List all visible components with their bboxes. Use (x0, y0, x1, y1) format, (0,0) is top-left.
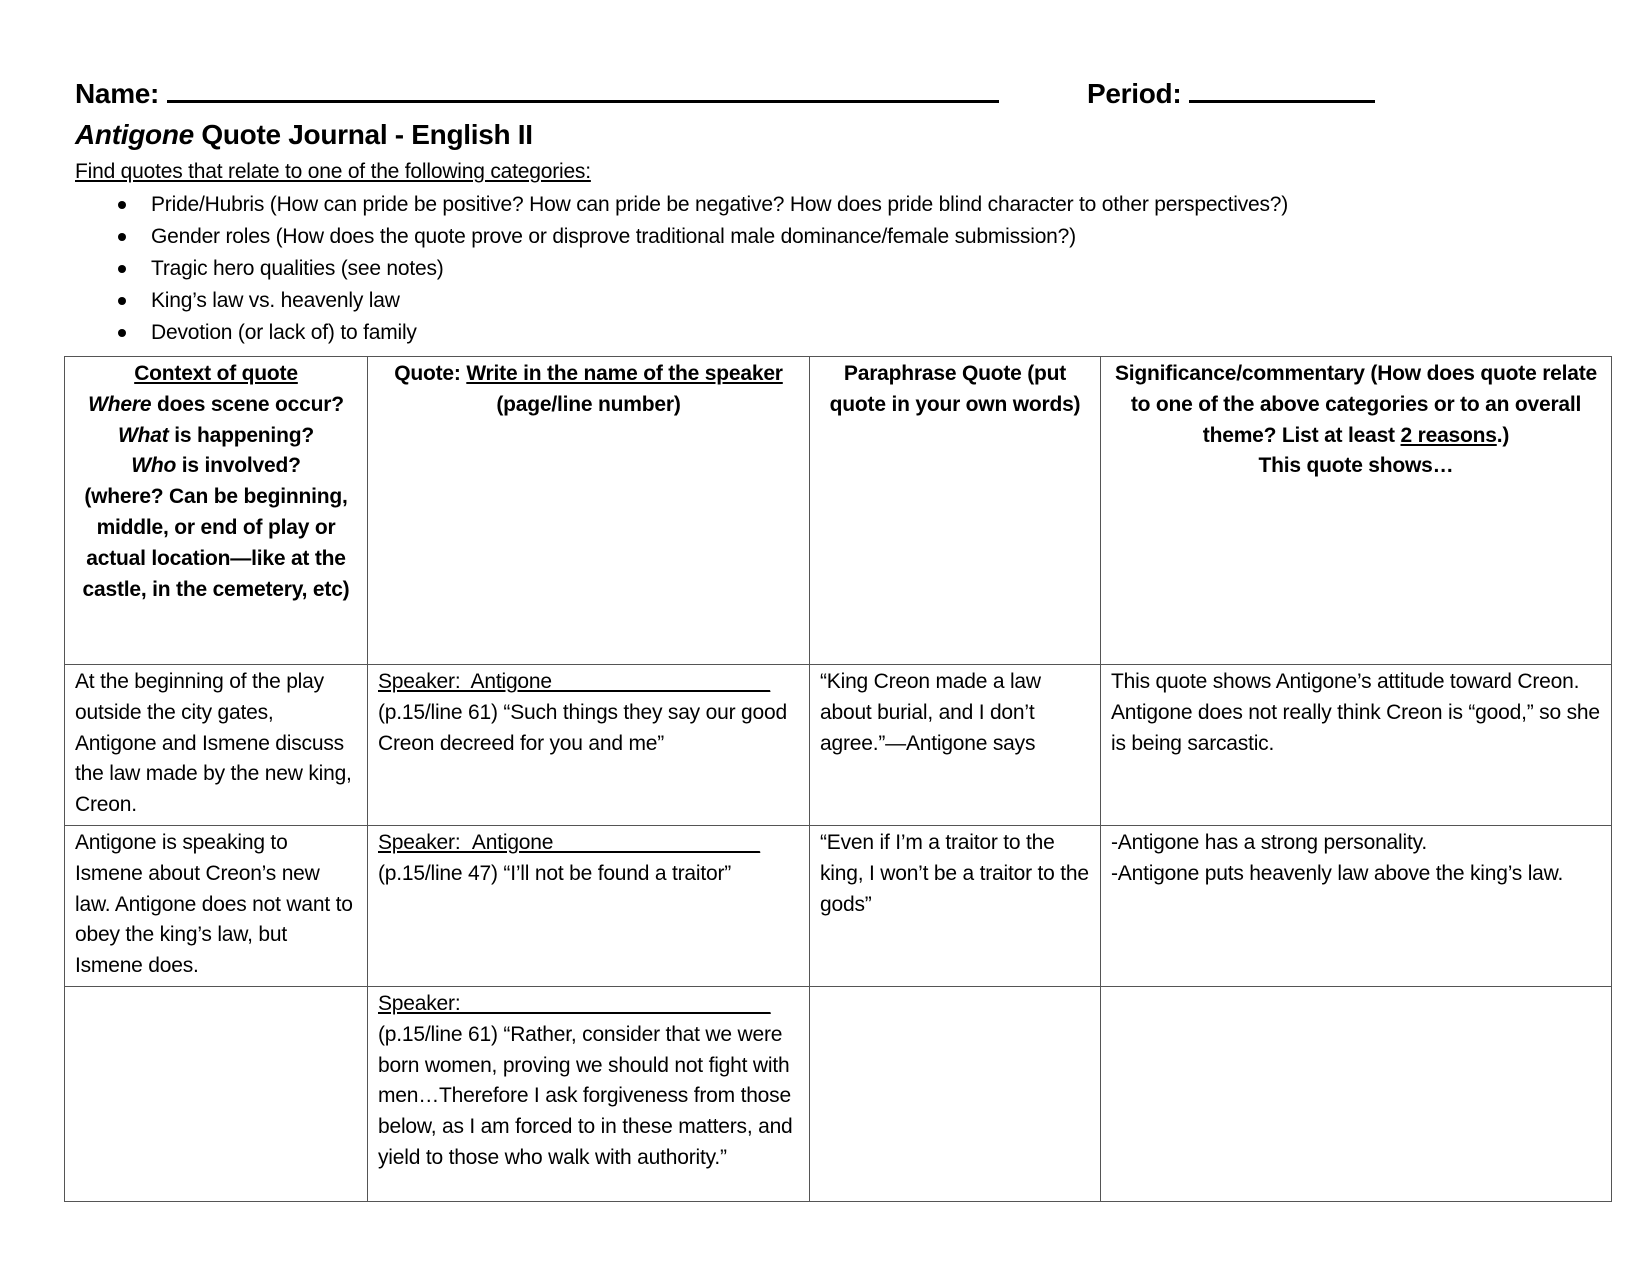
table-header-row (65, 357, 1612, 665)
significance-line: -Antigone has a strong personality. (1111, 830, 1427, 854)
title-italic: Antigone (75, 119, 194, 150)
title-rest: Quote Journal - English II (193, 119, 533, 150)
table-row (65, 825, 1612, 986)
significance-line: This quote shows Antigone’s attitude toward Creon. (1111, 670, 1580, 693)
context-cell[interactable]: At the beginning of the play outside the city gates, Antigone and Ismene discuss the law made by the new king, Creon. (65, 665, 368, 826)
who-em: Who (131, 454, 177, 478)
context-note: (where? Can be beginning, middle, or end of play or actual location—like at the castle, in the cemetery, etc) (82, 485, 350, 601)
quote-header-main (378, 359, 799, 390)
category-text: Gender roles (How does the quote prove or disprove traditional male dominance/female submission?) (151, 225, 1076, 248)
category-list (0, 189, 1288, 349)
header-context (65, 357, 368, 665)
sig-after: .) (1496, 423, 1510, 447)
table-row (65, 665, 1612, 826)
quote-header-sub: (page/line number) (496, 392, 681, 416)
paraphrase-cell[interactable] (810, 986, 1101, 1201)
what-rest: is happening? (168, 423, 314, 447)
context-where (75, 390, 357, 421)
significance-cell[interactable] (1101, 986, 1612, 1201)
name-field-line (75, 76, 999, 110)
period-label: Period: (1087, 78, 1182, 109)
header-paraphrase: Paraphrase Quote (put quote in your own words) (810, 357, 1101, 665)
quote-text: (p.15/line 47) “I’ll not be found a traitor” (378, 861, 732, 885)
bullet-icon (118, 233, 126, 241)
significance-cell[interactable] (1101, 825, 1612, 986)
what-em: What (118, 423, 169, 447)
category-item (0, 285, 1288, 317)
header-significance (1101, 357, 1612, 665)
bullet-icon (118, 297, 126, 305)
quote-text: (p.15/line 61) “Such things they say our good Creon decreed for you and me” (378, 700, 787, 755)
instructions: Find quotes that relate to one of the following categories: (75, 160, 591, 183)
quote-text: (p.15/line 61) “Rather, consider that we were born women, proving we should not fight with men…Therefore I ask forgiveness from those below, as I am forced to in these matters, and yield to those who walk with authority.” (378, 1022, 793, 1169)
paraphrase-cell[interactable]: “King Creon made a law about burial, and I don’t agree.”—Antigone says (810, 665, 1101, 826)
bullet-icon (118, 329, 126, 337)
significance-cell[interactable] (1101, 665, 1612, 826)
context-cell[interactable] (65, 986, 368, 1201)
quote-cell[interactable] (368, 825, 810, 986)
significance-header-sub: This quote shows… (1258, 454, 1454, 478)
where-rest: does scene occur? (151, 392, 344, 416)
bullet-icon (118, 201, 126, 209)
paraphrase-cell[interactable]: “Even if I’m a traitor to the king, I won’t be a traitor to the gods” (810, 825, 1101, 986)
category-text: Devotion (or lack of) to family (151, 321, 417, 344)
bullet-icon (118, 265, 126, 273)
speaker-line: Speaker: Antigone___________________ (378, 670, 770, 693)
who-rest: is involved? (176, 454, 301, 478)
context-what (75, 421, 357, 452)
period-blank-input[interactable] (1189, 76, 1375, 103)
sig-before: Significance/commentary (How does quote relate to one of the above categories or to an overall theme? List at least (1114, 362, 1598, 447)
where-em: Where (88, 392, 152, 416)
category-text: King’s law vs. heavenly law (151, 289, 400, 312)
context-title: Context of quote (134, 362, 298, 385)
quote-cell[interactable] (368, 986, 810, 1201)
speaker-line: Speaker:___________________________ (378, 991, 771, 1015)
category-item (0, 221, 1288, 253)
header-quote (368, 357, 810, 665)
period-field-line (1087, 76, 1375, 110)
category-item (0, 317, 1288, 349)
category-item (0, 189, 1288, 221)
page-title (75, 119, 533, 151)
quote-prefix: Quote: (394, 362, 467, 385)
sig-underlined: 2 reasons (1400, 423, 1497, 447)
table-row (65, 986, 1612, 1201)
category-text: Pride/Hubris (How can pride be positive? How can pride be negative? How does pride blind character to other perspectives?) (151, 193, 1289, 216)
category-text: Tragic hero qualities (see notes) (151, 257, 444, 280)
quote-journal-table (64, 356, 1612, 1202)
significance-line: -Antigone puts heavenly law above the king’s law. (1111, 861, 1564, 885)
quote-cell[interactable] (368, 665, 810, 826)
name-label: Name: (75, 78, 160, 109)
significance-line: Antigone does not really think Creon is “good,” so she is being sarcastic. (1111, 700, 1600, 755)
context-cell[interactable]: Antigone is speaking to Ismene about Creon’s new law. Antigone does not want to obey the king’s law, but Ismene does. (65, 825, 368, 986)
name-blank-input[interactable] (167, 76, 999, 103)
quote-underlined: Write in the name of the speaker (466, 362, 783, 385)
speaker-line: Speaker:_Antigone__________________ (378, 830, 760, 854)
context-who (75, 451, 357, 482)
significance-header-main (1111, 359, 1601, 451)
category-item (0, 253, 1288, 285)
